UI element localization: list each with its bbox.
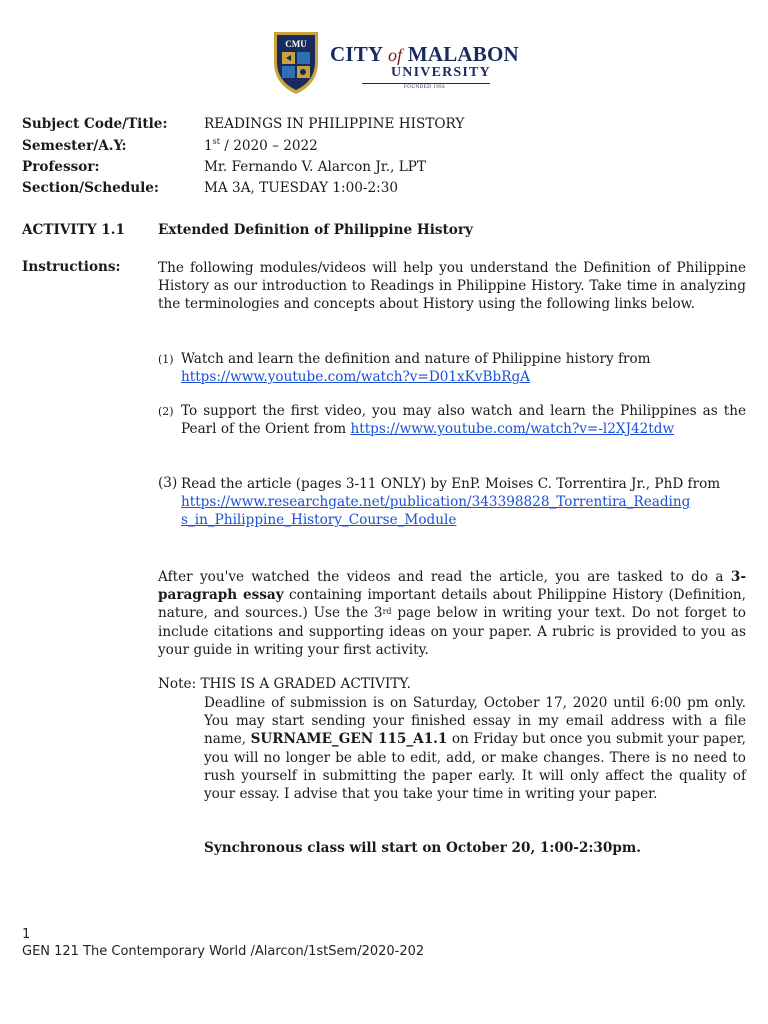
item-1-link[interactable]: https://www.youtube.com/watch?v=D01xKvBbRgA [181,369,530,386]
item-2-text: To support the first video, you may also watch and learn the Philippines as the Pearl of the Orient from [181,403,746,438]
semester-label: Semester/A.Y: [22,138,127,154]
subject-value: READINGS IN PHILIPPINE HISTORY [204,116,465,132]
item-3-link-line1[interactable]: https://www.researchgate.net/publication/343398828_Torrentira_Reading [181,494,691,511]
semester-value [204,138,318,154]
university-name-malabon: MALABON [407,42,519,66]
item-2-number: (2) [158,405,174,418]
deadline-p2: on Friday but once you submit your paper, you will no longer be able to edit, add, or make changes. There is no need to rush yourself in submitting the paper early. It will only affect the quality of your essay. I advise that you take your time in writing your paper. [204,731,746,803]
item-3-number: (3) [158,475,178,491]
professor-value: Mr. Fernando V. Alarcon Jr., LPT [204,159,426,175]
note-label: Note: THIS IS A GRADED ACTIVITY. [158,676,411,692]
activity-label: ACTIVITY 1.1 [22,222,125,238]
essay-p3: page below in writing your text. Do not forget to include citations and supporting ideas on your paper. A rubric is provided to you as your guide in writing your first activity. [158,605,746,658]
university-name-city: CITY [330,42,383,66]
university-name-of: of [387,45,403,65]
semester-sup: st [212,137,220,146]
instructions-label: Instructions: [22,259,121,275]
sync-class-note: Synchronous class will start on October 20, 1:00-2:30pm. [204,840,641,856]
essay-p2: containing important details about Philippine History (Definition, nature, and sources.) Use the 3 [158,587,746,622]
item-2-link[interactable]: https://www.youtube.com/watch?v=-l2XJ42tdw [350,421,675,438]
university-seal-logo [270,28,322,96]
header-rule [362,83,490,84]
subject-label: Subject Code/Title: [22,116,168,132]
deadline-paragraph [204,694,746,803]
item-1-text: Watch and learn the definition and nature of Philippine history from [181,351,651,367]
footer-text: GEN 121 The Contemporary World /Alarcon/1stSem/2020-202 [22,944,425,959]
founded-text: FOUNDED 1994 [404,85,446,90]
item-3-text: Read the article (pages 3-11 ONLY) by EnP. Moises C. Torrentira Jr., PhD from [181,476,721,492]
page-number: 1 [22,927,31,942]
item-2 [181,402,746,438]
essay-bold: 3-paragraph essay [158,569,746,604]
activity-title: Extended Definition of Philippine History [158,222,473,238]
university-name [330,42,519,67]
section-value: MA 3A, TUESDAY 1:00-2:30 [204,180,399,196]
item-3-link-line2[interactable]: s_in_Philippine_History_Course_Module [181,512,457,529]
semester-num: 1 [204,138,213,154]
instructions-intro: The following modules/videos will help you understand the Definition of Philippine History as our introduction to Readings in Philippine History. Take time in analyzing the terminologies and concepts about History using the following links below. [158,260,746,313]
filename-bold: SURNAME_GEN 115_A1.1 [250,731,448,748]
semester-rest: / 2020 – 2022 [219,138,318,154]
section-label: Section/Schedule: [22,180,159,196]
deadline-p1: Deadline of submission is on Saturday, October 17, 2020 until 6:00 pm only. You may start sending your finished essay in my email address with a file name, [204,695,746,748]
university-word: UNIVERSITY [391,65,491,80]
essay-p1: After you've watched the videos and read the article, you are tasked to do a [158,569,731,585]
item-3 [181,475,746,530]
item-1-number: (1) [158,353,174,366]
professor-label: Professor: [22,159,100,175]
item-1 [181,350,746,386]
seal-text: CMU [285,39,307,49]
essay-paragraph [158,568,746,659]
essay-sup: rd [382,607,392,617]
